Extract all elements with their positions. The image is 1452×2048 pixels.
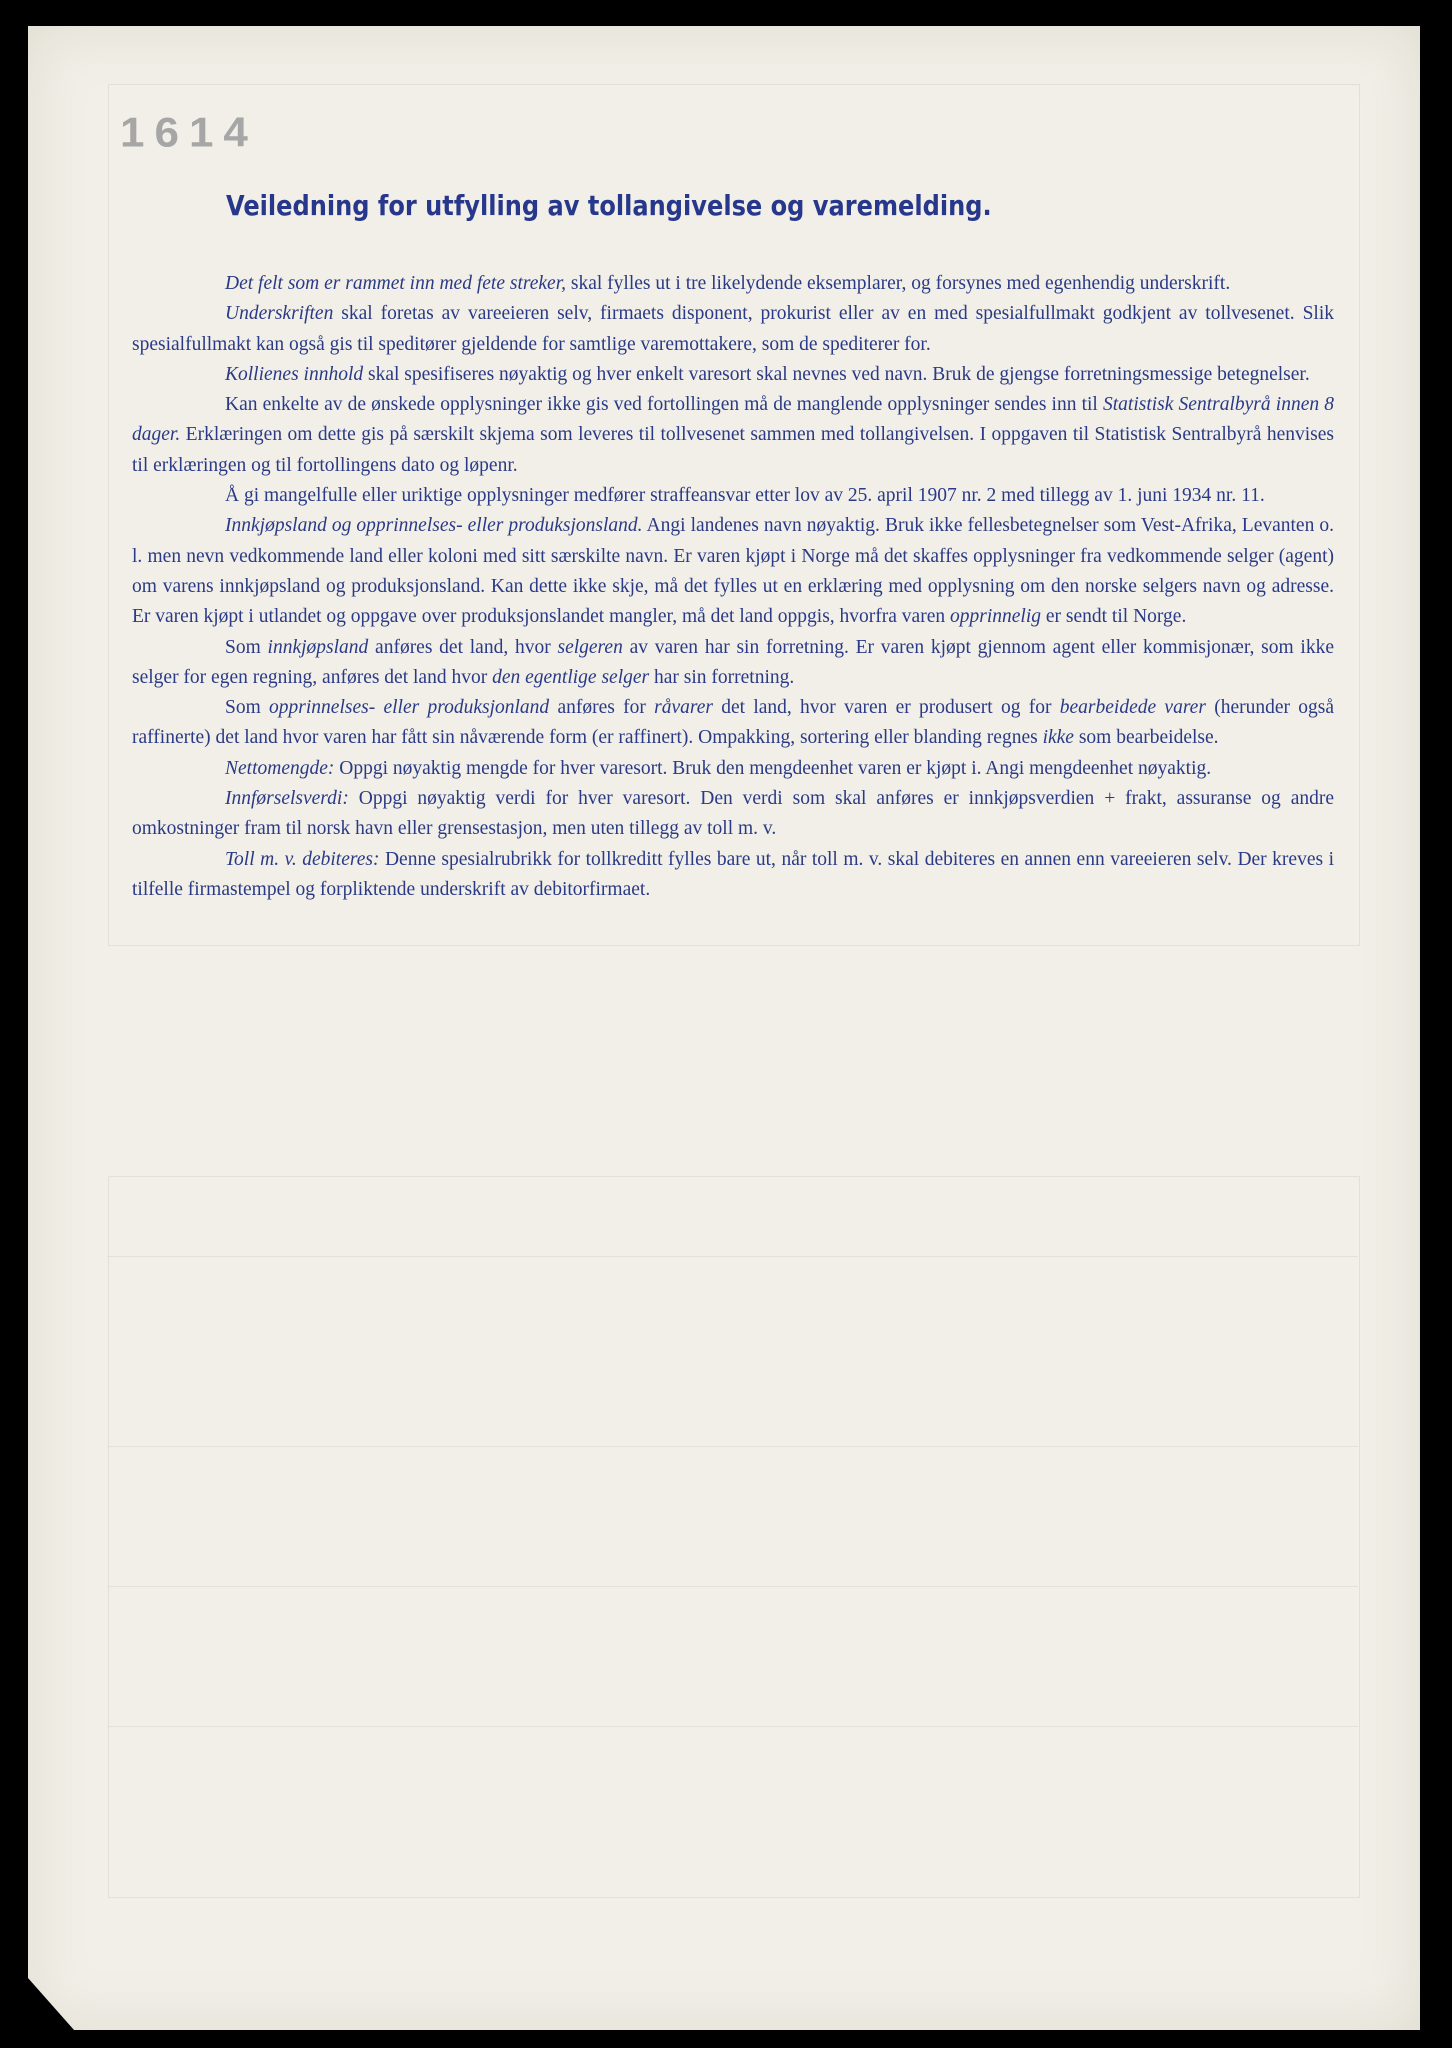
paragraph-text: det land, hvor varen er produsert og for <box>712 697 1060 719</box>
instruction-paragraph <box>132 633 1334 694</box>
paragraph-text: Å gi mangelfulle eller uriktige opplysninger medfører straffeansvar etter lov av 25. april 1907 nr. 2 med tillegg av 1. juni 1934 nr. 11. <box>225 485 1265 507</box>
instructions-body <box>132 269 1334 905</box>
instruction-paragraph <box>132 269 1334 299</box>
paragraph-heading-text: Kollienes innhold <box>225 363 364 385</box>
paragraph-heading-text: opprinnelses- eller produksjonland <box>269 697 550 719</box>
bleed-through-rule <box>108 1726 1358 1727</box>
paragraph-text: Oppgi nøyaktig verdi for hver varesort. Den verdi som skal anføres er innkjøpsverdien + frakt, assuranse og andre omkostninger fram til norsk havn eller grensestasjon, men uten tillegg av toll m. v. <box>132 788 1334 840</box>
instruction-paragraph <box>132 360 1334 390</box>
page-title: Veiledning for utfylling av tollangivelse og varemelding. <box>226 189 992 222</box>
paragraph-heading-text: Nettomengde: <box>225 757 335 779</box>
bleed-through-form-frame <box>108 1176 1360 1898</box>
paragraph-text: skal fylles ut i tre likelydende eksemplarer, og forsynes med egenhendig underskrift. <box>566 273 1231 294</box>
paragraph-heading-text: innkjøpsland <box>267 636 369 658</box>
paragraph-heading-text: bearbeidede varer <box>1059 697 1206 719</box>
instruction-paragraph <box>132 754 1334 784</box>
torn-corner <box>28 1978 74 2030</box>
paragraph-heading-text: Statistisk Sentralbyrå innen 8 dager. <box>132 394 1334 446</box>
paragraph-heading-text: råvarer <box>654 697 713 719</box>
paragraph-text: Erklæringen om dette gis på særskilt skjema som leveres til tollvesenet sammen med tollangivelsen. I oppgaven til Statistisk Sentralbyrå henvises til erklæringen og til fortollingens dato og løpenr. <box>132 424 1334 476</box>
instruction-paragraph <box>132 693 1334 754</box>
paragraph-heading-text: Toll m. v. debiteres: <box>225 848 380 870</box>
instruction-paragraph <box>132 390 1334 481</box>
paragraph-text: Som <box>225 697 270 719</box>
paragraph-text: er sendt til Norge. <box>1041 606 1187 628</box>
instruction-paragraph <box>132 299 1334 360</box>
paragraph-heading-text: Underskriften <box>225 303 334 325</box>
instruction-paragraph <box>132 784 1334 845</box>
paragraph-text: Som <box>225 636 268 658</box>
paragraph-text: som bearbeidelse. <box>1073 727 1219 749</box>
paragraph-text: Denne spesialrubrikk for tollkreditt fylles bare ut, når toll m. v. skal debiteres en annen enn vareeieren selv. Der kreves i tilfelle firmastempel og forpliktende underskrift av debitorfirmaet. <box>132 848 1334 900</box>
paragraph-text: Kan enkelte av de ønskede opplysninger ikke gis ved fortollingen må de manglende opplysninger sendes inn til <box>225 394 1103 416</box>
bleed-through-rule <box>108 1256 1358 1257</box>
instruction-paragraph <box>132 481 1334 511</box>
paragraph-text: har sin forretning. <box>649 666 795 688</box>
paragraph-heading-text: ikke <box>1042 727 1074 749</box>
paragraph-text: skal spesifiseres nøyaktig og hver enkelt varesort skal nevnes ved navn. Bruk de gjengse forretningsmessige betegnelser. <box>363 363 1310 385</box>
paragraph-heading-text: opprinnelig <box>950 606 1041 628</box>
bleed-through-rule <box>108 1586 1358 1587</box>
paragraph-heading-text: Det felt som er rammet inn med fete streker, <box>225 273 566 294</box>
paragraph-heading-text: selgeren <box>557 636 623 658</box>
instruction-paragraph <box>132 511 1334 632</box>
instruction-paragraph <box>132 845 1334 906</box>
paragraph-heading-text: Innførselsverdi: <box>225 788 349 810</box>
paragraph-text: Oppgi nøyaktig mengde for hver varesort. Bruk den mengdeenhet varen er kjøpt i. Angi mengdeenhet nøyaktig. <box>334 757 1212 779</box>
paragraph-text: (herunder også raffinerte) det land hvor varen har fått sin nåværende form (er raffinert). Ompakking, sortering eller blanding regnes <box>132 697 1335 749</box>
paragraph-text: anføres for <box>549 697 655 719</box>
paragraph-text: av varen har sin forretning. Er varen kjøpt gjennom agent eller kommisjonær, som ikke selger for egen regning, anføres det land hvor <box>132 636 1335 688</box>
paragraph-text: Angi landenes navn nøyaktig. Bruk ikke fellesbetegnelser som Vest-Afrika, Levanten o. l. men nevn vedkommende land eller koloni med sitt særskilte navn. Er varen kjøpt i Norge må det skaffes opplysninger fra vedkommende selger (agent) om varens innkjøpsland og produksjonsland. Kan dette ikke skje, må det fylles ut en erklæring med opplysning om den norske selgers navn og adresse. Er varen kjøpt i utlandet og oppgave over produksjonslandet mangler, må det land oppgis, hvorfra varen <box>132 515 1334 628</box>
paragraph-heading-text: Innkjøpsland og opprinnelses- eller produksjonsland. <box>225 515 643 537</box>
paragraph-heading-text: den egentlige selger <box>492 666 650 688</box>
paragraph-text: skal foretas av vareeieren selv, firmaets disponent, prokurist eller av en med spesialfullmakt godkjent av tollvesenet. Slik spesialfullmakt kan også gis til speditører gjeldende for samtlige varemottakere, som de spediterer for. <box>132 303 1334 355</box>
archive-stamp-number: 1614 <box>120 109 258 156</box>
paragraph-text: anføres det land, hvor <box>368 636 558 658</box>
bleed-through-rule <box>108 1446 1358 1447</box>
